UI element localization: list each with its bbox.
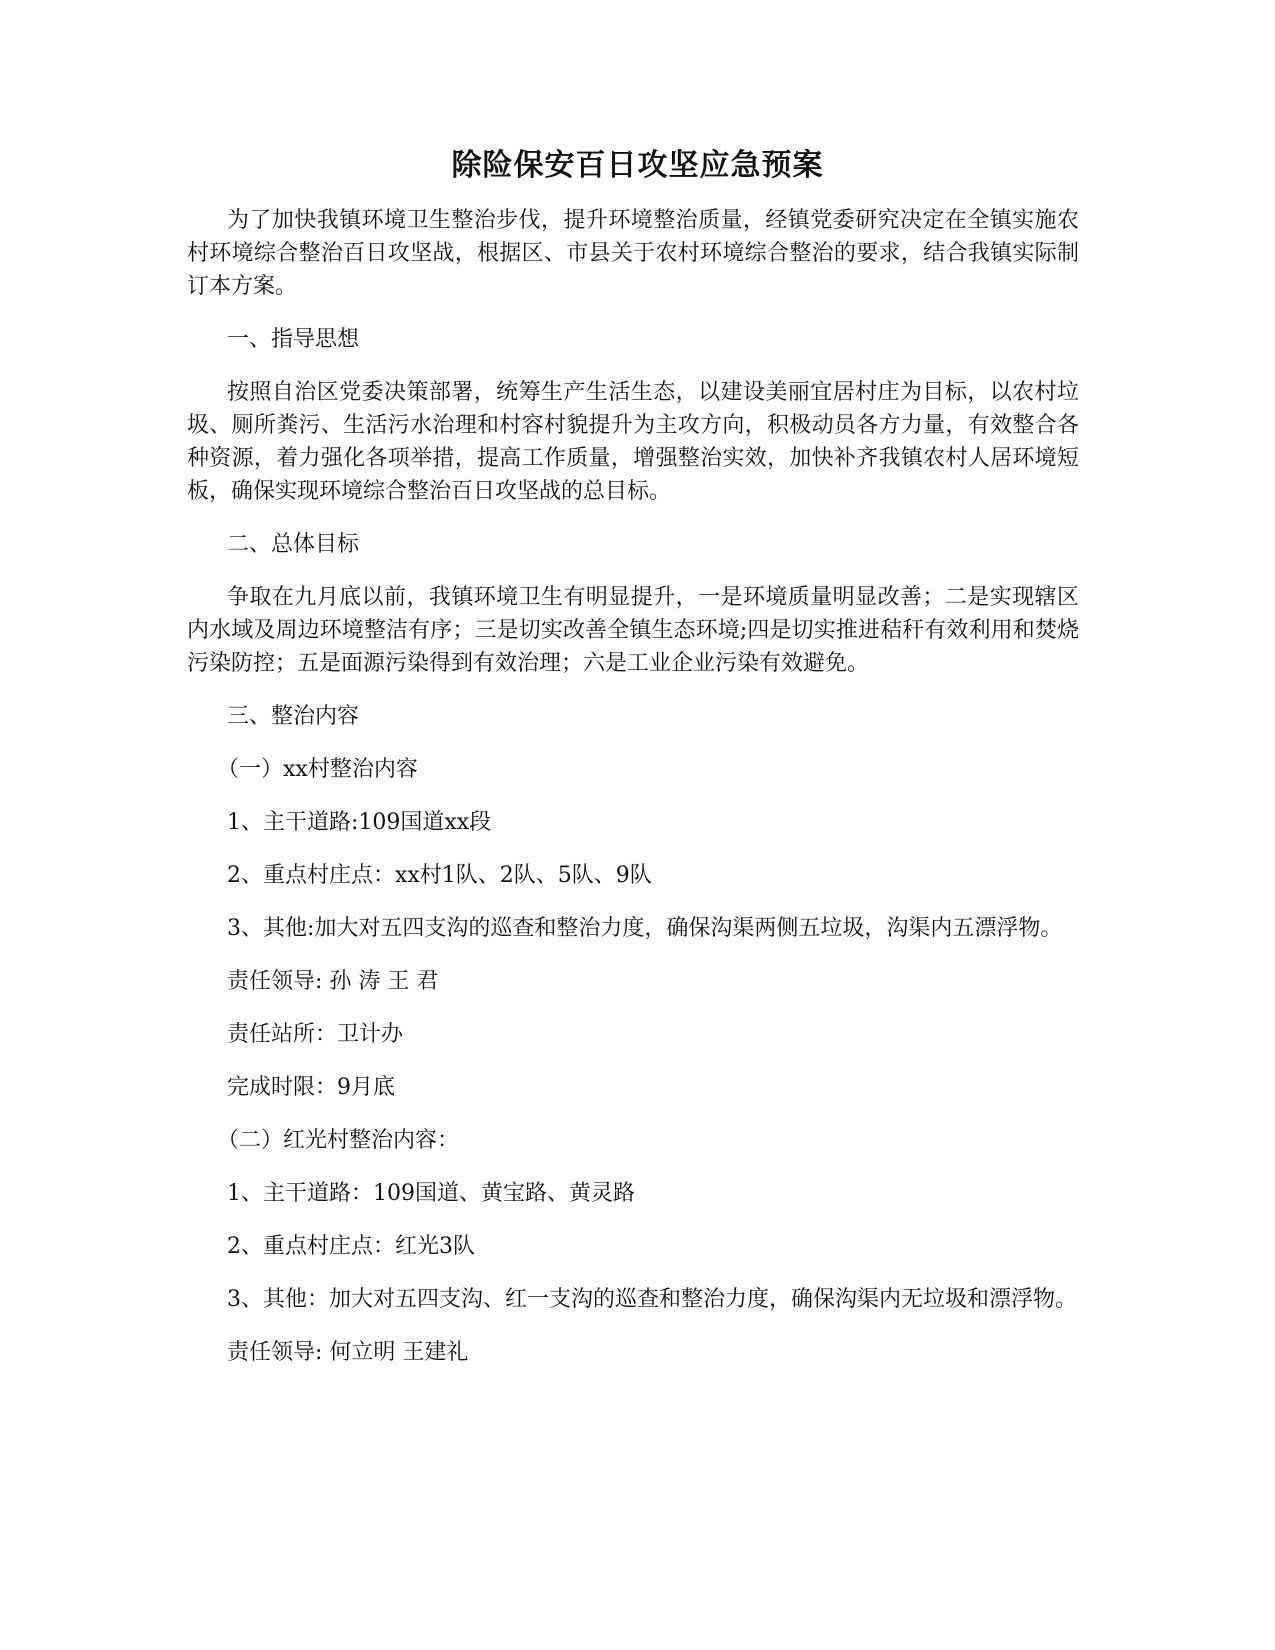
document-title: 除险保安百日攻坚应急预案 [451,148,824,183]
overall-goal-paragraph: 争取在九月底以前，我镇环境卫生有明显提升，一是环境质量明显改善；二是实现辖区内水域及周边环境整洁有序；三是切实改善全镇生态环境;四是切实推进秸秆有效利用和焚烧污染防控；五是面源污染得到有效治理；六是工业企业污染有效避免。 [187,585,1079,676]
part1-deadline: 完成时限：9月底 [227,1075,395,1100]
part2-responsible-leader: 责任领导: 何立明 王建礼 [227,1340,469,1365]
part2-item-other: 3、其他：加大对五四支沟、红一支沟的巡查和整治力度，确保沟渠内无垃圾和漂浮物。 [227,1287,1077,1312]
part1-item-other: 3、其他:加大对五四支沟的巡查和整治力度，确保沟渠两侧五垃圾，沟渠内五漂浮物。 [227,916,1063,941]
part1-item-main-road: 1、主干道路:109国道xx段 [227,810,492,835]
part1-heading: （一）xx村整治内容 [217,757,418,782]
intro-paragraph: 为了加快我镇环境卫生整治步伐，提升环境整治质量，经镇党委研究决定在全镇实施农村环境综合整治百日攻坚战，根据区、市县关于农村环境综合整治的要求，结合我镇实际制订本方案。 [187,208,1079,299]
part1-item-key-villages: 2、重点村庄点：xx村1队、2队、5队、9队 [227,863,652,888]
part2-item-main-road: 1、主干道路：109国道、黄宝路、黄灵路 [227,1181,635,1206]
part2-heading: （二）红光村整治内容： [217,1128,460,1153]
document-body [187,204,1079,1389]
section-heading-overall-goal: 二、总体目标 [227,532,360,557]
part2-item-key-villages: 2、重点村庄点：红光3队 [227,1234,475,1259]
section-heading-remediation-content: 三、整治内容 [227,704,360,729]
section-heading-guiding-ideology: 一、指导思想 [227,327,360,352]
part1-responsible-leader: 责任领导: 孙 涛 王 君 [227,969,439,994]
guiding-ideology-paragraph: 按照自治区党委决策部署，统筹生产生活生态，以建设美丽宜居村庄为目标，以农村垃圾、厕所粪污、生活污水治理和村容村貌提升为主攻方向，积极动员各方力量，有效整合各种资源，着力强化各项举措，提高工作质量，增强整治实效，加快补齐我镇农村人居环境短板，确保实现环境综合整治百日攻坚战的总目标。 [187,380,1079,504]
part1-responsible-station: 责任站所：卫计办 [227,1022,404,1047]
